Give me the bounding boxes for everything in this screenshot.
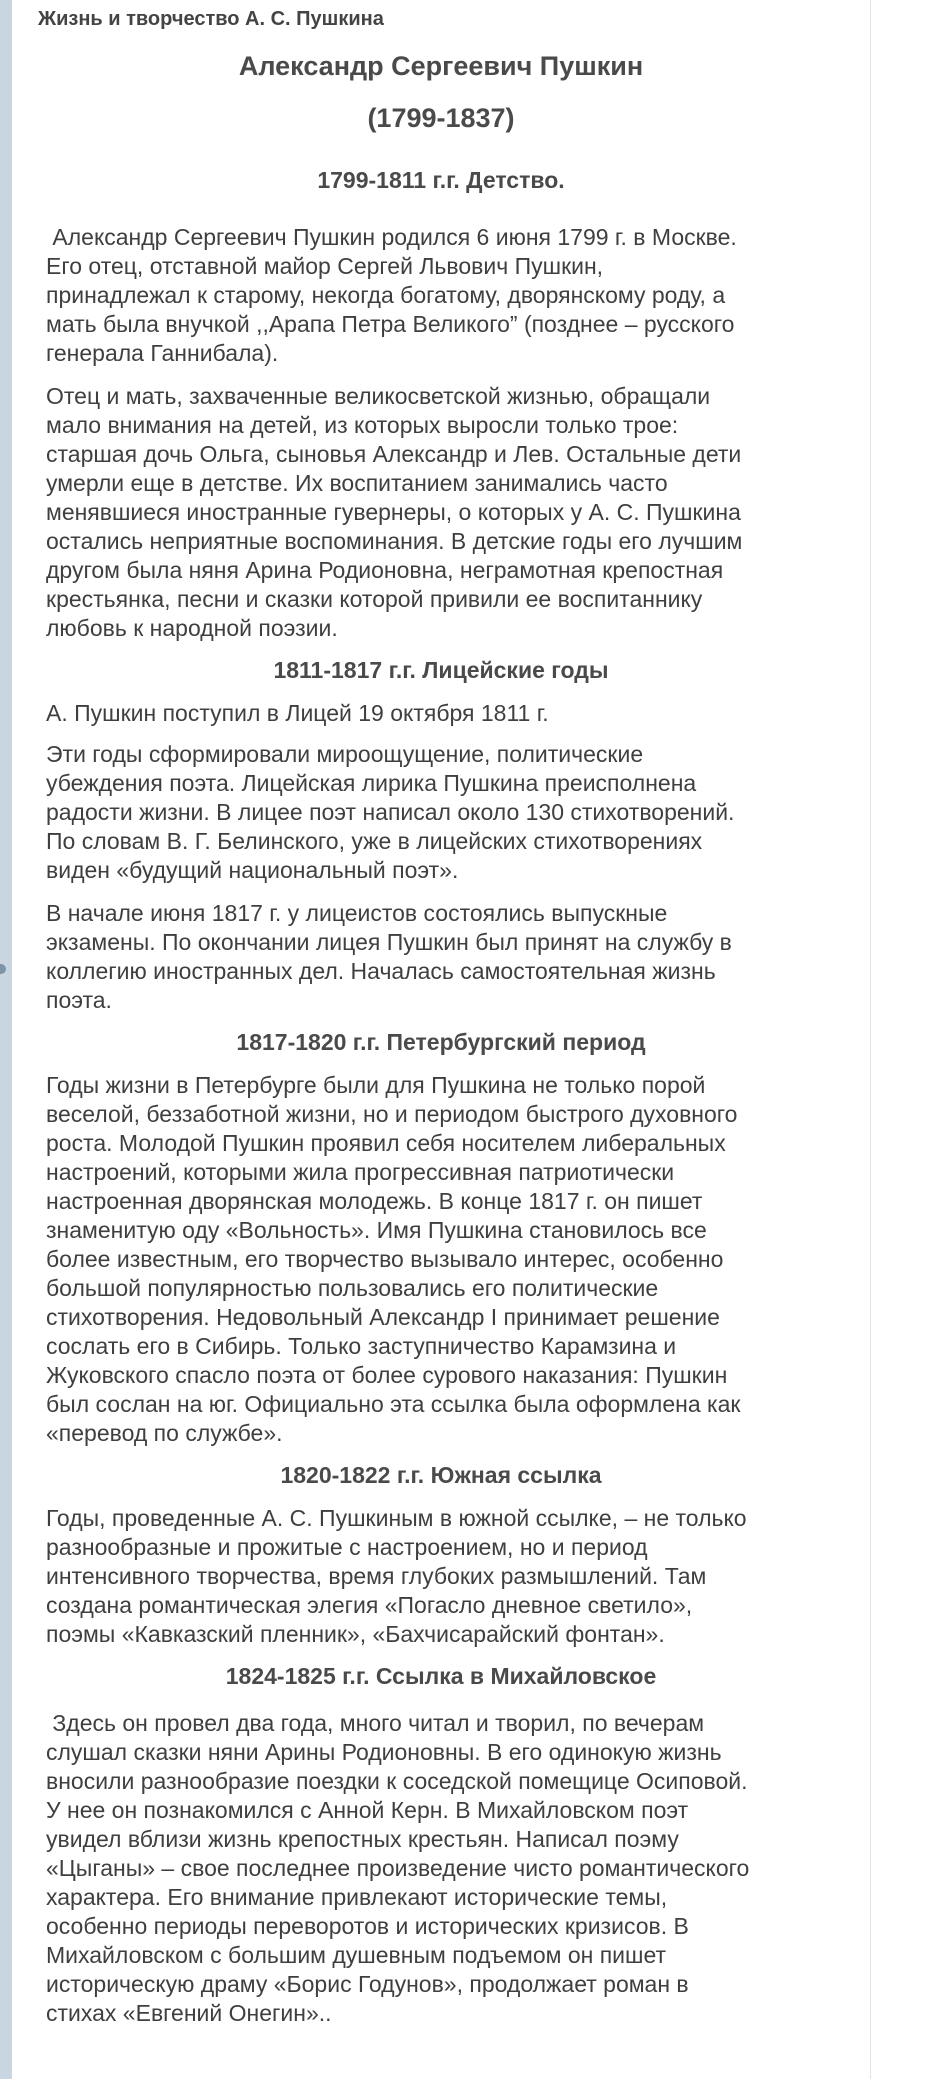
life-years: (1799-1837) — [367, 103, 515, 133]
site-title: Жизнь и творчество А. С. Пушкина — [38, 8, 384, 30]
left-edge-strip — [0, 0, 12, 2079]
paragraph: Здесь он провел два года, много читал и творил, по вечерам слушал сказки няни Арины Родионовны. В его одинокую жизнь вносили разнообразие поездки к соседской помещице Осиповой. У нее он познакомился с Анной Керн. В Михайловском поэт увидел вблизи жизнь крепостных крестьян. Написал поэму «Цыганы» – свое последнее произведение чисто романтического характера. Его внимание привлекают исторические темы, особенно периоды переворотов и исторических кризисов. В Михайловском с большим душевным подъемом он пишет историческую драму «Борис Годунов», продолжает роман в стихах «Евгений Онегин».. — [46, 1710, 750, 2026]
section-heading-petersburg: 1817-1820 г.г. Петербургский период — [236, 1029, 646, 1055]
paragraph: Отец и мать, захваченные великосветской жизнью, обращали мало внимания на детей, из которых выросли только трое: старшая дочь Ольга, сыновья Александр и Лев. Остальные дети умерли еще в детстве. Их воспитанием занимались часто менявшиеся иностранные гувернеры, о которых у А. С. Пушкина остались неприятные воспоминания. В детские годы его лучшим другом была няня Арина Родионовна, неграмотная крепостная крестьянка, песни и сказки которой привили ее воспитаннику любовь к народной поэзии. — [46, 383, 743, 641]
paragraph: А. Пушкин поступил в Лицей 19 октября 1811 г. — [46, 700, 549, 726]
section-heading-lyceum: 1811-1817 г.г. Лицейские годы — [273, 657, 609, 683]
scroll-handle-icon[interactable] — [0, 964, 6, 974]
paragraph: Годы жизни в Петербурге были для Пушкина не только порой веселой, беззаботной жизни, но и периодом быстрого духовного роста. Молодой Пушкин проявил себя носителем либеральных настроений, которыми жила прогрессивная патриотически настроенная дворянская молодежь. В конце 1817 г. он пишет знаменитую оду «Вольность». Имя Пушкина становилось все более известным, его творчество вызывало интерес, особенно большой популярностью пользовались его политические стихотворения. Недовольный Александр I принимает решение сослать его в Сибирь. Только заступничество Карамзина и Жуковского спасло поэта от более сурового наказания: Пушкин был сослан на юг. Официально эта ссылка была оформлена как «перевод по службе». — [46, 1072, 741, 1446]
section-heading-southern-exile: 1820-1822 г.г. Южная ссылка — [280, 1462, 602, 1488]
paragraph: Эти годы сформировали мироощущение, политические убеждения поэта. Лицейская лирика Пушкина преисполнена радости жизни. В лицее поэт написал около 130 стихотворений. По словам В. Г. Белинского, уже в лицейских стихотворениях виден «будущий национальный поэт». — [46, 741, 735, 883]
article-content — [12, 0, 870, 2079]
section-heading-mikhailovskoye: 1824-1825 г.г. Ссылка в Михайловское — [225, 1663, 657, 1689]
paragraph: Годы, проведенные А. С. Пушкиным в южной ссылке, – не только разнообразные и прожитые с настроением, но и период интенсивного творчества, время глубоких размышлений. Там создана романтическая элегия «Погасло дневное светило», поэмы «Кавказский пленник», «Бахчисарайский фонтан». — [46, 1505, 747, 1647]
page-title: Александр Сергеевич Пушкин — [238, 51, 644, 81]
right-margin — [870, 0, 930, 2079]
paragraph: В начале июня 1817 г. у лицеистов состоялись выпускные экзамены. По окончании лицея Пушкин был принят на службу в коллегию иностранных дел. Началась самостоятельная жизнь поэта. — [46, 900, 732, 1013]
section-heading-childhood: 1799-1811 г.г. Детство. — [317, 167, 565, 193]
paragraph: Александр Сергеевич Пушкин родился 6 июня 1799 г. в Москве. Его отец, отставной майор Сергей Львович Пушкин, принадлежал к старому, некогда богатому, дворянскому роду, а мать была внучкой ,,Арапа Петра Великого” (позднее – русского генерала Ганнибала). — [46, 224, 737, 366]
